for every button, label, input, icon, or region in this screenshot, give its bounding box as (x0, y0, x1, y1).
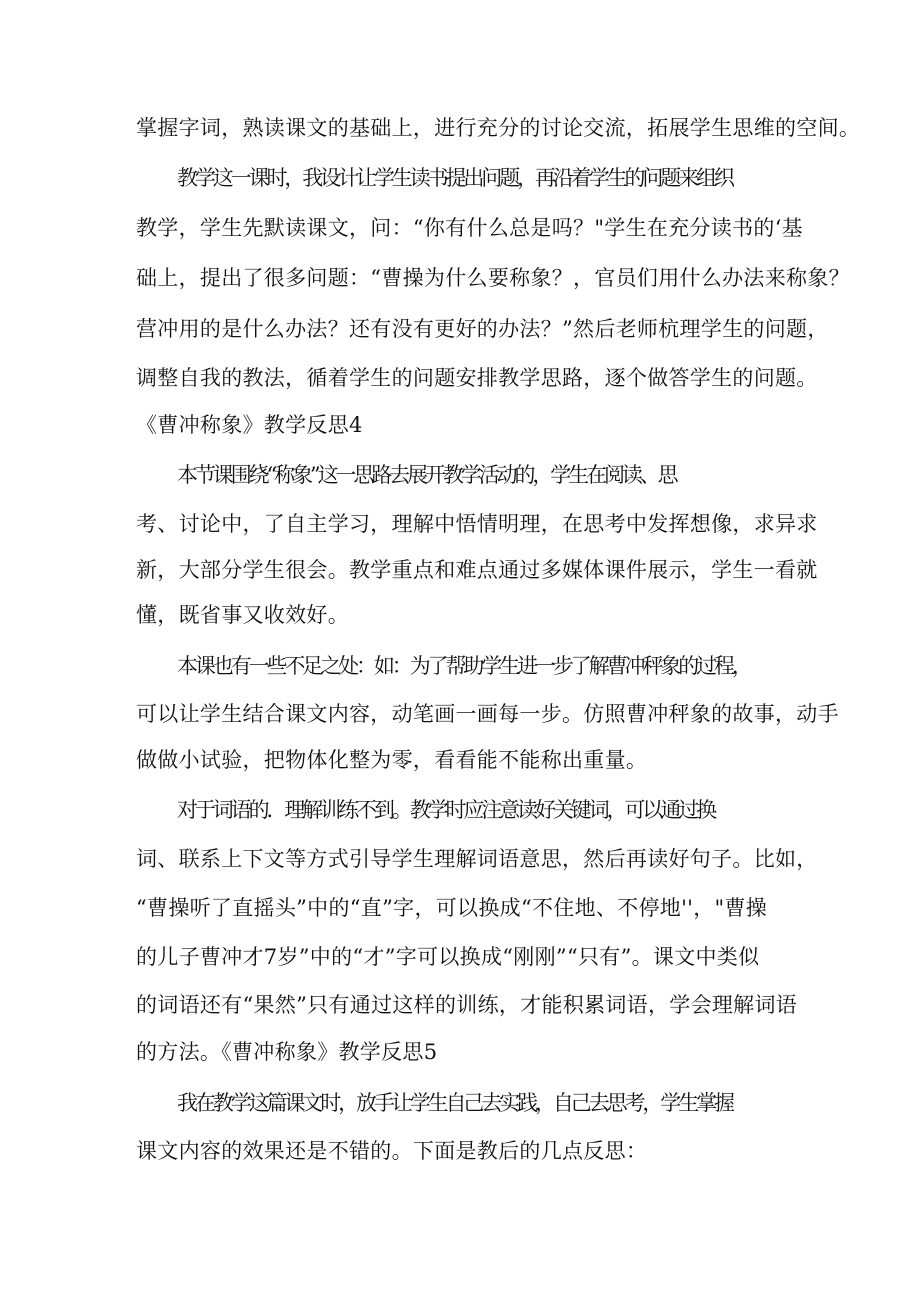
paragraph-first-line: 本节课围绕“称象”这一思路去展开教学活动的，学生在阅读、思 (177, 463, 676, 487)
text-line: 的儿子曹冲才7岁”中的“才”字可以换成“刚刚”“只有”。课文中类似 (136, 945, 760, 969)
text-line: 懂，既省事又收效好。 (136, 603, 349, 627)
text-line: 营冲用的是什么办法？还有没有更好的办法？”然后老师杭理学生的问题， (136, 317, 829, 341)
paragraph-first-line: 本课也有一些不足之处：如：为了帮助学生进一步了解曹冲秤象的过程， (177, 654, 750, 678)
text-line: 新，大部分学生很会。教学重点和难点通过多媒体课件展示，学生一看就 (136, 558, 818, 582)
section-heading: 《曹冲称象》教学反思4 (136, 413, 363, 437)
text-line: 的词语还有“果然”只有通过这样的训练，才能积累词语，学会理解词语 (136, 993, 798, 1017)
text-line: 调整自我的教法，循着学生的问题安排教学思路，逐个做答学生的问题。 (136, 366, 818, 390)
text-line: 掌握字词，熟读课文的基础上，进行充分的讨论交流，拓展学生思维的空间。 (136, 116, 861, 140)
paragraph-first-line: 我在教学这篇课文时，放手让学生自己去实践，自己去思考，学生掌握 (177, 1091, 732, 1115)
paragraph-first-line: 教学这一课时，我设计让学生读书提出问题，再沿着学生的问题来组织 (177, 166, 732, 190)
text-line: 考、讨论中，了自主学习，理解中悟情明理，在思考中发挥想像，求异求 (136, 512, 818, 536)
text-line: 做做小试验，把物体化整为零，看看能不能称出重量。 (136, 748, 648, 772)
text-line: 教学，学生先默读课文，问：“你有什么总是吗？"学生在充分读书的‘基 (136, 216, 803, 240)
text-line: 课文内容的效果还是不错的。下面是教后的几点反思： (136, 1139, 648, 1163)
paragraph-first-line: 对于词语的．理解训练不到。教学时应注意读好关键词，可以通过换 (177, 798, 714, 822)
text-line: 可以让学生结合课文内容，动笔画一画每一步。仿照曹冲秤象的故事，动手 (136, 702, 839, 726)
text-line: 词、联系上下文等方式引导学生理解词语意思，然后再读好句子。比如， (136, 847, 818, 871)
text-line: 础上，提出了很多问题：“曹操为什么要称象？，官员们用什么办法来称象？ (136, 266, 850, 290)
text-line: 的方法。《曹冲称象》教学反思5 (136, 1040, 438, 1064)
text-line: “曹操听了直摇头”中的“直”字，可以换成“不住地、不停地''，"曹操 (136, 896, 768, 920)
